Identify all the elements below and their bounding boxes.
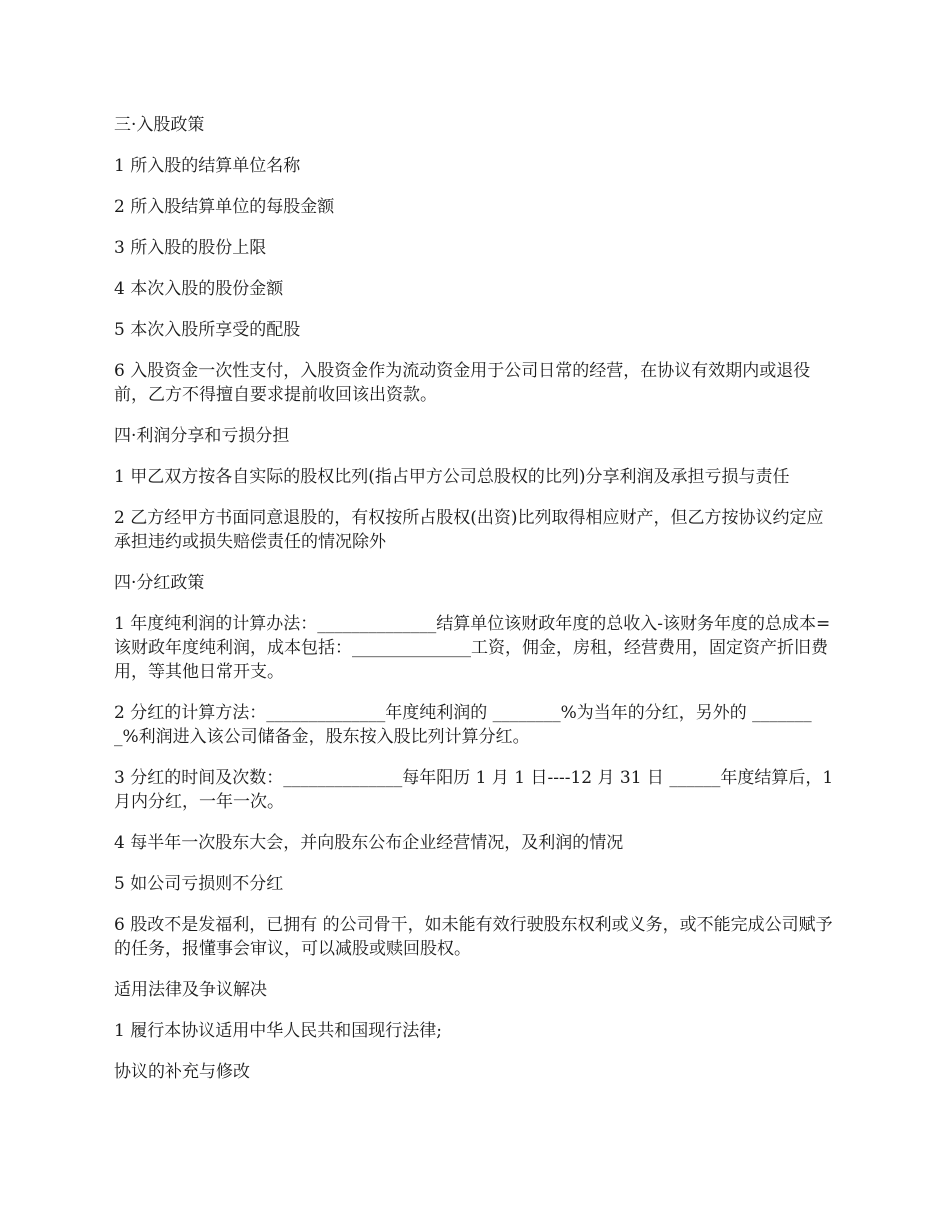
section-heading-shareholding-policy: 三·入股政策: [114, 115, 205, 135]
section-heading-dividend-policy: 四·分红政策: [114, 573, 205, 593]
clause-one-time-payment: 6 入股资金一次性支付，入股资金作为流动资金用于公司日常的经营，在协议有效期内或退役前，乙方不得擅自要求提前收回该出资款。: [114, 361, 811, 405]
section-heading-amendments: 协议的补充与修改: [114, 1062, 250, 1082]
clause-no-dividend-on-loss: 5 如公司亏损则不分红: [114, 874, 284, 894]
clause-profit-sharing-ratio: 1 甲乙双方按各自实际的股权比列(指占甲方公司总股权的比列)分享利润及承担亏损与责任: [114, 467, 790, 487]
clause-share-reduction: 6 股改不是发福利，已拥有 的公司骨干，如未能有效行驶股东权利或义务，或不能完成公司赋予的任务，报懂事会审议，可以减股或赎回股权。: [114, 915, 833, 959]
clause-bonus-shares: 5 本次入股所享受的配股: [114, 320, 301, 340]
clause-net-profit-calculation: 1 年度纯利润的计算办法：______________结算单位该财政年度的总收入-该财务年度的总成本=该财政年度纯利润，成本包括：______________工资，佣金，房租，经营费用，固定资产折旧费用，等其他日常开支。: [114, 614, 831, 682]
section-heading-applicable-law: 适用法律及争议解决: [114, 980, 267, 1000]
clause-amount-per-share: 2 所入股结算单位的每股金额: [114, 197, 335, 217]
clause-governing-law: 1 履行本协议适用中华人民共和国现行法律;: [114, 1021, 442, 1041]
clause-shareholder-meeting: 4 每半年一次股东大会，并向股东公布企业经营情况，及利润的情况: [114, 833, 624, 853]
clause-current-share-amount: 4 本次入股的股份金额: [114, 279, 284, 299]
clause-share-upper-limit: 3 所入股的股份上限: [114, 238, 267, 258]
clause-dividend-timing: 3 分红的时间及次数：______________每年阳历 1 月 1 日----12 月 31 日 ______年度结算后，1 月内分红，一年一次。: [114, 768, 839, 812]
section-heading-profit-loss-sharing: 四·利润分享和亏损分担: [114, 426, 290, 446]
clause-settlement-unit-name: 1 所入股的结算单位名称: [114, 156, 301, 176]
clause-dividend-calculation: 2 分红的计算方法：______________年度纯利润的 ________%为当年的分红，另外的 ________%利润进入该公司储备金，股东按入股比列计算分红。: [114, 703, 812, 747]
clause-withdrawal-rights: 2 乙方经甲方书面同意退股的，有权按所占股权(出资)比列取得相应财产，但乙方按协议约定应承担违约或损失赔偿责任的情况除外: [114, 508, 824, 552]
